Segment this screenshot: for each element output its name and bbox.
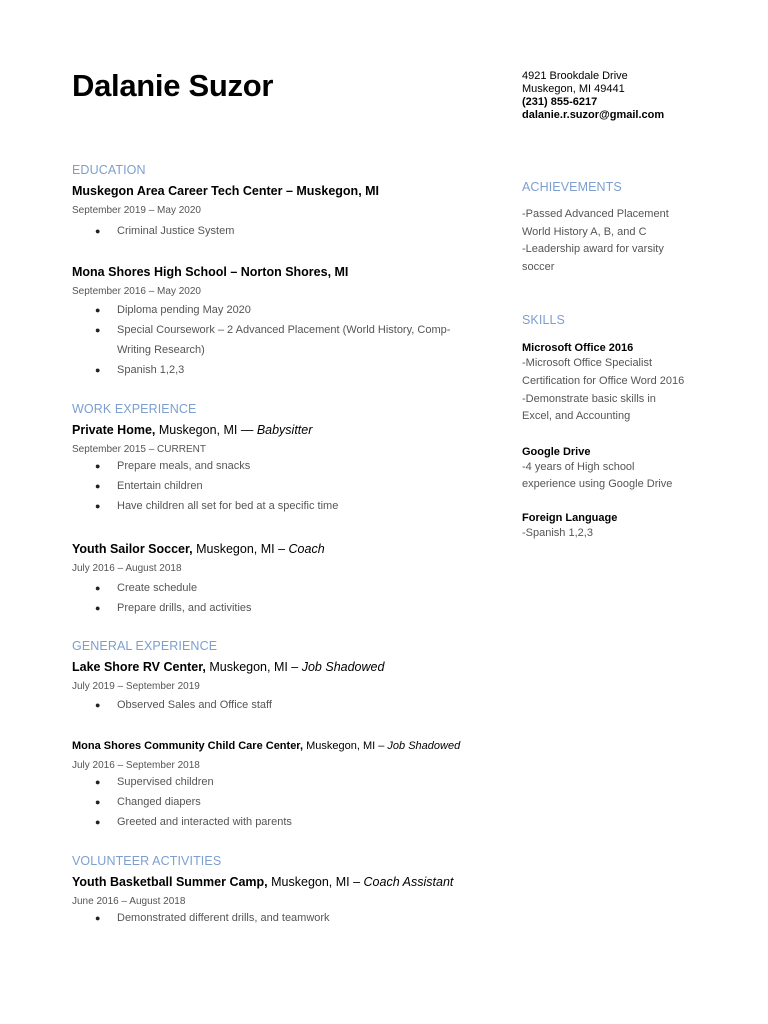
main-column <box>72 163 492 928</box>
general-entry-2-bullets <box>72 772 492 832</box>
general-entry-1-title: Lake Shore RV Center, Muskegon, MI – Job Shadowed <box>72 660 385 674</box>
skill-line: Excel, and Accounting <box>522 410 631 423</box>
achievements-list <box>522 206 722 276</box>
education-entry-1-title: Muskegon Area Career Tech Center – Muskegon, MI <box>72 184 380 198</box>
bullet-icon: ● <box>95 365 101 375</box>
skill-line: -4 years of High school <box>522 460 635 473</box>
achievements-heading: ACHIEVEMENTS <box>522 180 622 194</box>
bullet-icon: ● <box>95 817 101 827</box>
general-entry-1-date: July 2019 – September 2019 <box>72 681 200 692</box>
list-item: ● Entertain children <box>72 476 492 496</box>
volunteer-entry-1-title: Youth Basketball Summer Camp, Muskegon, MI – Coach Assistant <box>72 875 454 889</box>
list-item: ● Supervised children <box>72 772 492 792</box>
work-entry-2-title: Youth Sailor Soccer, Muskegon, MI – Coach <box>72 542 325 556</box>
bullet-icon: ● <box>95 325 101 335</box>
achievement-line: -Leadership award for varsity <box>522 243 664 256</box>
list-item: ● Special Coursework – 2 Advanced Placement (World History, Comp- <box>72 320 492 340</box>
skill-group-lines <box>522 459 722 494</box>
list-item: ● Diploma pending May 2020 <box>72 300 492 320</box>
general-heading: GENERAL EXPERIENCE <box>72 639 218 653</box>
address-line-2: Muskegon, MI 49441 <box>522 83 625 95</box>
list-item: ● Demonstrated different drills, and teamwork <box>72 908 492 928</box>
bullet-icon: ● <box>95 603 101 613</box>
candidate-name: Dalanie Suzor <box>72 68 274 103</box>
education-entry-2-date: September 2016 – May 2020 <box>72 286 201 297</box>
education-heading: EDUCATION <box>72 163 146 177</box>
bullet-icon: ● <box>95 305 101 315</box>
bullet-icon: ● <box>95 797 101 807</box>
achievement-line: World History A, B, and C <box>522 225 647 238</box>
skill-line: Certification for Office Word 2016 <box>522 374 685 387</box>
achievement-line: -Passed Advanced Placement <box>522 208 669 220</box>
address-line-1: 4921 Brookdale Drive <box>522 70 628 82</box>
list-item-continuation: Writing Research) <box>117 344 205 356</box>
list-item: ● Prepare meals, and snacks <box>72 456 492 476</box>
volunteer-entry-1-bullets <box>72 908 492 928</box>
work-entry-1-date: September 2015 – CURRENT <box>72 444 206 455</box>
skill-line: experience using Google Drive <box>522 478 673 491</box>
general-entry-2-title: Mona Shores Community Child Care Center, Muskegon, MI – Job Shadowed <box>72 740 461 752</box>
skill-line: -Microsoft Office Specialist <box>522 357 653 370</box>
general-entry-1-bullets <box>72 695 492 715</box>
skills-heading: SKILLS <box>522 313 565 328</box>
list-item: ● Criminal Justice System <box>72 221 492 241</box>
work-entry-1-bullets <box>72 456 492 516</box>
skill-group-title: Foreign Language <box>522 511 618 524</box>
bullet-icon: ● <box>95 913 101 923</box>
skill-group-title: Google Drive <box>522 445 591 458</box>
list-item: ● Observed Sales and Office staff <box>72 695 492 715</box>
education-entry-2-title: Mona Shores High School – Norton Shores, MI <box>72 265 349 279</box>
bullet-icon: ● <box>95 481 101 491</box>
work-entry-2-date: July 2016 – August 2018 <box>72 563 182 574</box>
list-item: ● Have children all set for bed at a specific time <box>72 496 492 516</box>
list-item: ● Changed diapers <box>72 792 492 812</box>
list-item: ● Greeted and interacted with parents <box>72 812 492 832</box>
list-item: ● Spanish 1,2,3 <box>72 360 492 380</box>
education-entry-1-bullets <box>72 221 492 241</box>
work-entry-2-bullets <box>72 578 492 618</box>
skill-group-title: Microsoft Office 2016 <box>522 342 634 355</box>
volunteer-heading: VOLUNTEER ACTIVITIES <box>72 854 222 868</box>
phone-number: (231) 855-6217 <box>522 96 598 108</box>
bullet-icon: ● <box>95 700 101 710</box>
contact-block <box>522 70 664 122</box>
bullet-icon: ● <box>95 501 101 511</box>
work-entry-1-title: Private Home, Muskegon, MI — Babysitter <box>72 423 313 437</box>
achievement-line: soccer <box>522 260 555 273</box>
work-heading: WORK EXPERIENCE <box>72 402 197 416</box>
list-item: ● Create schedule <box>72 578 492 598</box>
bullet-icon: ● <box>95 226 101 236</box>
skill-group-lines <box>522 355 722 425</box>
side-column <box>522 180 722 543</box>
skill-line: -Demonstrate basic skills in <box>522 392 656 405</box>
education-entry-1-date: September 2019 – May 2020 <box>72 205 201 216</box>
skill-line: -Spanish 1,2,3 <box>522 526 593 539</box>
list-item: ● Prepare drills, and activities <box>72 598 492 618</box>
general-entry-2-date: July 2016 – September 2018 <box>72 760 200 771</box>
volunteer-entry-1-date: June 2016 – August 2018 <box>72 896 186 907</box>
bullet-icon: ● <box>95 777 101 787</box>
email-address: dalanie.r.suzor@gmail.com <box>522 109 665 121</box>
education-entry-2-bullets <box>72 300 492 380</box>
skill-group-lines <box>522 525 722 543</box>
bullet-icon: ● <box>95 461 101 471</box>
bullet-icon: ● <box>95 583 101 593</box>
